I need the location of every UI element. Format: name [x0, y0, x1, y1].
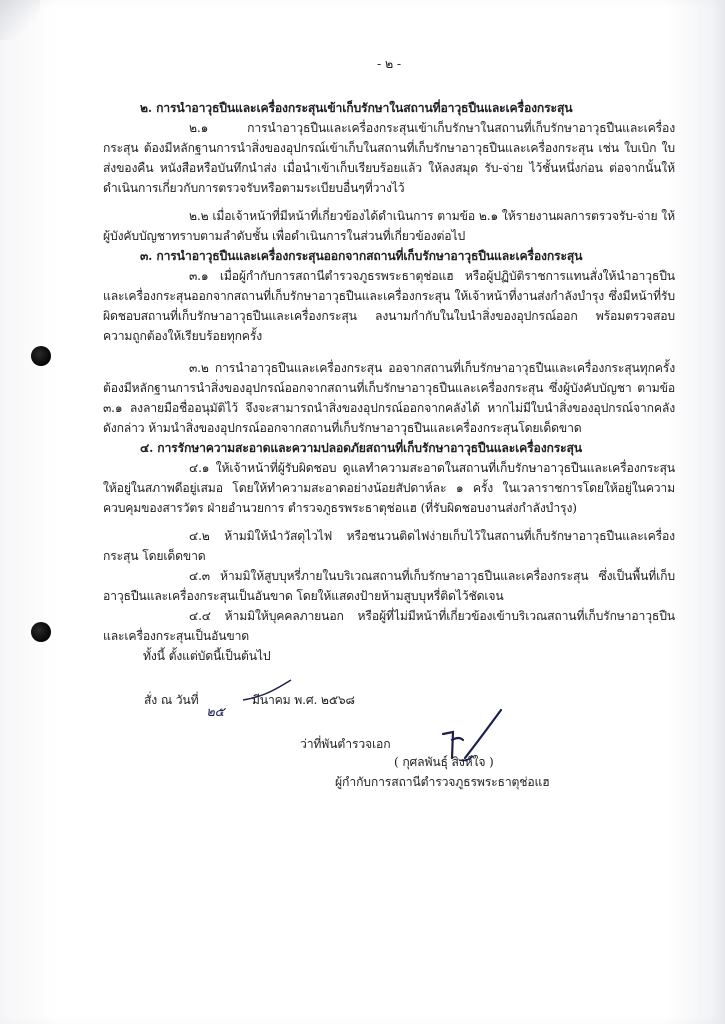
page-number: - ๒ -: [377, 56, 401, 71]
order-date-prefix: สั่ง ณ วันที่: [144, 693, 199, 707]
order-date-suffix: มีนาคม พ.ศ. ๒๕๖๘: [251, 693, 355, 707]
signatory-name: ( กุศลพันธุ์ สิงห์ใจ ): [394, 755, 494, 769]
order-date: [144, 690, 355, 720]
paragraph: ๔.๓ ห้ามมิให้สูบบุหรี่ภายในบริเวณสถานที่เก็บรักษาอาวุธปืนและเครื่องกระสุน ซึ่งเป็นพื้นที่เก็บอาวุธปืนและเครื่องกระสุนเป็นอันขาด โดยให้แสดงป้ายห้ามสูบบุหรี่ติดไว้ชัดเจน: [103, 569, 675, 603]
paragraph: ๔.๔ ห้ามมิให้บุคคลภายนอก หรือผู้ที่ไม่มีหน้าที่เกี่ยวข้องเข้าบริเวณสถานที่เก็บรักษาอาวุธปืนและเครื่องกระสุนเป็นอันขาด: [103, 609, 675, 643]
document-body: [103, 54, 675, 789]
paragraph: ๒.๒ เมื่อเจ้าหน้าที่มีหน้าที่เกี่ยวข้องได้ดำเนินการ ตามข้อ ๒.๑ ให้รายงานผลการตรวจรับ-จ่าย ให้ผู้บังคับบัญชาทราบตามลำดับชั้น เพื่อดำเนินการในส่วนที่เกี่ยวข้องต่อไป: [103, 209, 675, 243]
section-heading: ๔. การรักษาความสะอาดและความปลอดภัยสถานที่เก็บรักษาอาวุธปืนและเครื่องกระสุน: [140, 441, 582, 455]
closing-line: ทั้งนี้ ตั้งแต่บัดนี้เป็นต้นไป: [143, 649, 271, 663]
signatory-position: ผู้กำกับการสถานีตำรวจภูธรพระธาตุช่อแฮ: [335, 775, 550, 789]
handwriting-stroke-icon: [241, 678, 293, 706]
paragraph: ๓.๑ เมื่อผู้กำกับการสถานีตำรวจภูธรพระธาตุช่อแฮ หรือผู้ปฏิบัติราชการแทนสั่งให้นำอาวุธปืนและเครื่องกระสุนออกจากสถานที่เก็บรักษาอาวุธปืนและเครื่องกระสุน ให้เจ้าหน้าที่งานส่งกำลังบำรุง ซึ่งมีหน้าที่รับผิดชอบสถานที่เก็บรักษาอาวุธปืนและเครื่องกระสุน ลงนามกำกับในใบนำสิ่งของอุปกรณ์ออก พร้อมตรวจสอบความถูกต้องให้เรียบร้อยทุกครั้ง: [103, 269, 675, 343]
paragraph: ๔.๒ ห้ามมิให้นำวัสดุไวไฟ หรือชนวนติดไฟง่ายเก็บไว้ในสถานที่เก็บรักษาอาวุธปืนและเครื่องกระสุน โดยเด็ดขาด: [103, 529, 675, 563]
paragraph: ๒.๑ การนำอาวุธปืนและเครื่องกระสุนเข้าเก็บรักษาในสถานที่เก็บรักษาอาวุธปืนและเครื่องกระสุน ต้องมีหลักฐานการนำสิ่งของอุปกรณ์เข้าเก็บในสถานที่เก็บรักษาอาวุธปืนและเครื่องกระสุน เช่น ใบเบิก ใบส่งของคืน หนังสือหรือบันทึกนำส่ง เมื่อนำเข้าเก็บเรียบร้อยแล้ว ให้ลงสมุด รับ-จ่าย ไว้ชั้นหนึ่งก่อน ต่อจากนั้นให้ดำเนินการเกี่ยวกับการตรวจรับหรือตามระเบียบอื่นๆที่วางไว้: [103, 121, 675, 195]
page-corner-shadow: [0, 0, 40, 40]
handwritten-day: ๒๕: [206, 705, 225, 720]
paragraph: ๓.๒ การนำอาวุธปืนและเครื่องกระสุน ออจากสถานที่เก็บรักษาอาวุธปืนและเครื่องกระสุนทุกครั้งต้องมีหลักฐานการนำสิ่งของอุปกรณ์ออกจากสถานที่เก็บรักษาอาวุธปืนและเครื่องกระสุน ซึ่งผู้บังคับบัญชา ตามข้อ ๓.๑ ลงลายมือชื่ออนุมัติไว้ จึงจะสามารถนำสิ่งของอุปกรณ์ออกจากคลังได้ หากไม่มีใบนำสิ่งของอุปกรณ์จากคลังดังกล่าว ห้ามนำสิ่งของอุปกรณ์ออกจากสถานที่เก็บรักษาอาวุธปืนและเครื่องกระสุนโดยเด็ดขาด: [103, 361, 675, 435]
signatory-rank: ว่าที่พันตำรวจเอก: [300, 737, 391, 751]
paragraph: ๔.๑ ให้เจ้าหน้าที่ผู้รับผิดชอบ ดูแลทำความสะอาดในสถานที่เก็บรักษาอาวุธปืนและเครื่องกระสุน ให้อยู่ในสภาพดีอยู่เสมอ โดยให้ทำความสะอาดอย่างน้อยสัปดาห์ละ ๑ ครั้ง ในเวลาราชการโดยให้อยู่ในความควบคุมของสารวัตร ฝ่ายอำนวยการ ตำรวจภูธรพระธาตุช่อแฮ (ที่รับผิดชอบงานส่งกำลังบำรุง): [103, 461, 675, 515]
punch-hole: [31, 346, 51, 366]
section-heading: ๓. การนำอาวุธปืนและเครื่องกระสุนออกจากสถานที่เก็บรักษาอาวุธปืนและเครื่องกระสุน: [140, 249, 583, 263]
section-heading: ๒. การนำอาวุธปืนและเครื่องกระสุนเข้าเก็บรักษาในสถานที่อาวุธปืนและเครื่องกระสุน: [140, 101, 573, 115]
punch-hole: [31, 622, 51, 642]
